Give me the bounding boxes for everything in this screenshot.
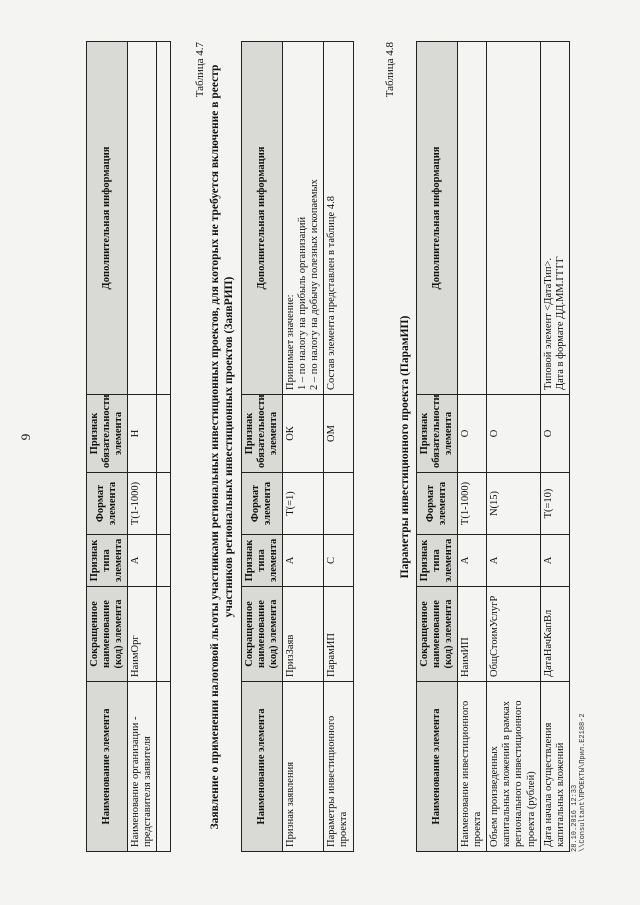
header-cell: Наименование элемента bbox=[417, 682, 458, 852]
header-cell: Формат элемента bbox=[87, 473, 128, 535]
header-cell: Дополнительная информация bbox=[417, 42, 458, 395]
table-row bbox=[128, 42, 157, 852]
table-cell bbox=[128, 42, 157, 395]
table-cell: О bbox=[540, 395, 569, 473]
header-cell: Признак обязательности элемента bbox=[242, 395, 283, 473]
table-header-row bbox=[417, 42, 458, 852]
table-header-row bbox=[242, 42, 283, 852]
table-cell bbox=[157, 535, 171, 587]
table-row bbox=[487, 42, 540, 852]
table-cell: А bbox=[540, 535, 569, 587]
table-cell: А bbox=[487, 535, 540, 587]
table-title: Заявление о применении налоговой льготы участниками региональных инвестиционных проектов, для которых не требуется включение в реестр участников региональных инвестиционных проектов (ЗаявРИП) bbox=[209, 64, 235, 830]
table-cell: С bbox=[324, 535, 353, 587]
table-cell: А bbox=[283, 535, 324, 587]
table-cell bbox=[458, 42, 487, 395]
table-row bbox=[540, 42, 569, 852]
table-cell: Н bbox=[128, 395, 157, 473]
table-cell bbox=[157, 587, 171, 682]
table-row bbox=[157, 42, 171, 852]
table-cell bbox=[157, 473, 171, 535]
table-cell: Принимает значение: 1 – по налогу на прибыль организаций 2 – по налогу на добычу полезных ископаемых bbox=[283, 42, 324, 395]
table-cell: N(15) bbox=[487, 473, 540, 535]
table-cell: О bbox=[458, 395, 487, 473]
table-title: Параметры инвестиционного проекта (ПарамИП) bbox=[399, 315, 411, 579]
rotated-page-content bbox=[86, 42, 591, 852]
header-cell: Сокращенное наименование (код) элемента bbox=[87, 587, 128, 682]
table-cell: Дата начала осуществления капитальных вложений bbox=[540, 682, 569, 852]
header-cell: Признак типа элемента bbox=[242, 535, 283, 587]
table-label: Таблица 4.8 bbox=[384, 42, 396, 98]
table-cell: Наименование организации - представителя заявителя bbox=[128, 682, 157, 852]
page-number: 9 bbox=[18, 433, 33, 441]
table-cell: Признак заявления bbox=[283, 682, 324, 852]
table-cell: Наименование инвестиционного проекта bbox=[458, 682, 487, 852]
table-header-row bbox=[87, 42, 128, 852]
header-cell: Сокращенное наименование (код) элемента bbox=[417, 587, 458, 682]
table-cell bbox=[157, 682, 171, 852]
table-cell: ОК bbox=[283, 395, 324, 473]
table-cell: Состав элемента представлен в таблице 4.8 bbox=[324, 42, 353, 395]
table-cell: T(1-1000) bbox=[128, 473, 157, 535]
footer-date: 28.10.2016 12:33 bbox=[571, 784, 579, 852]
table-cell: ДатаНачКапВл bbox=[540, 587, 569, 682]
table-cell: Параметры инвестиционного проекта bbox=[324, 682, 353, 852]
table-cell: НаимОрг bbox=[128, 587, 157, 682]
table-continuation bbox=[86, 41, 171, 852]
table-cell bbox=[157, 42, 171, 395]
document-footer bbox=[572, 713, 587, 852]
header-cell: Признак типа элемента bbox=[417, 535, 458, 587]
table-cell: ОМ bbox=[324, 395, 353, 473]
header-cell: Наименование элемента bbox=[87, 682, 128, 852]
table-row bbox=[324, 42, 353, 852]
header-cell: Признак типа элемента bbox=[87, 535, 128, 587]
header-cell: Признак обязательности элемента bbox=[87, 395, 128, 473]
table-cell: ОбщСтоимУслугР bbox=[487, 587, 540, 682]
header-cell: Дополнительная информация bbox=[242, 42, 283, 395]
table-cell: T(=10) bbox=[540, 473, 569, 535]
table-cell: ПризЗаяв bbox=[283, 587, 324, 682]
header-cell: Сокращенное наименование (код) элемента bbox=[242, 587, 283, 682]
table-4-7 bbox=[241, 41, 354, 852]
table-cell: НаимИП bbox=[458, 587, 487, 682]
header-cell: Формат элемента bbox=[417, 473, 458, 535]
table-cell: А bbox=[458, 535, 487, 587]
header-cell: Дополнительная информация bbox=[87, 42, 128, 395]
table-cell: Типовой элемент <ДатаТип>. Дата в формате ДД.ММ.ГГГГ bbox=[540, 42, 569, 395]
table-cell bbox=[157, 395, 171, 473]
footer-path: \\Consultant\ПРОЕКТЫ\Прил.Е2188-2 bbox=[578, 713, 587, 852]
header-cell: Формат элемента bbox=[242, 473, 283, 535]
table-cell: ПарамИП bbox=[324, 587, 353, 682]
table-cell: T(1-1000) bbox=[458, 473, 487, 535]
table-4-8 bbox=[416, 41, 570, 852]
table-cell bbox=[324, 473, 353, 535]
table-cell: T(=1) bbox=[283, 473, 324, 535]
table-label: Таблица 4.7 bbox=[194, 42, 206, 98]
table-cell bbox=[487, 42, 540, 395]
table-cell: Объем произведенных капитальных вложений в рамках регионального инвестиционного проекта (рублей) bbox=[487, 682, 540, 852]
table-row bbox=[283, 42, 324, 852]
table-cell: А bbox=[128, 535, 157, 587]
table-cell: О bbox=[487, 395, 540, 473]
table-row bbox=[458, 42, 487, 852]
header-cell: Признак обязательности элемента bbox=[417, 395, 458, 473]
header-cell: Наименование элемента bbox=[242, 682, 283, 852]
